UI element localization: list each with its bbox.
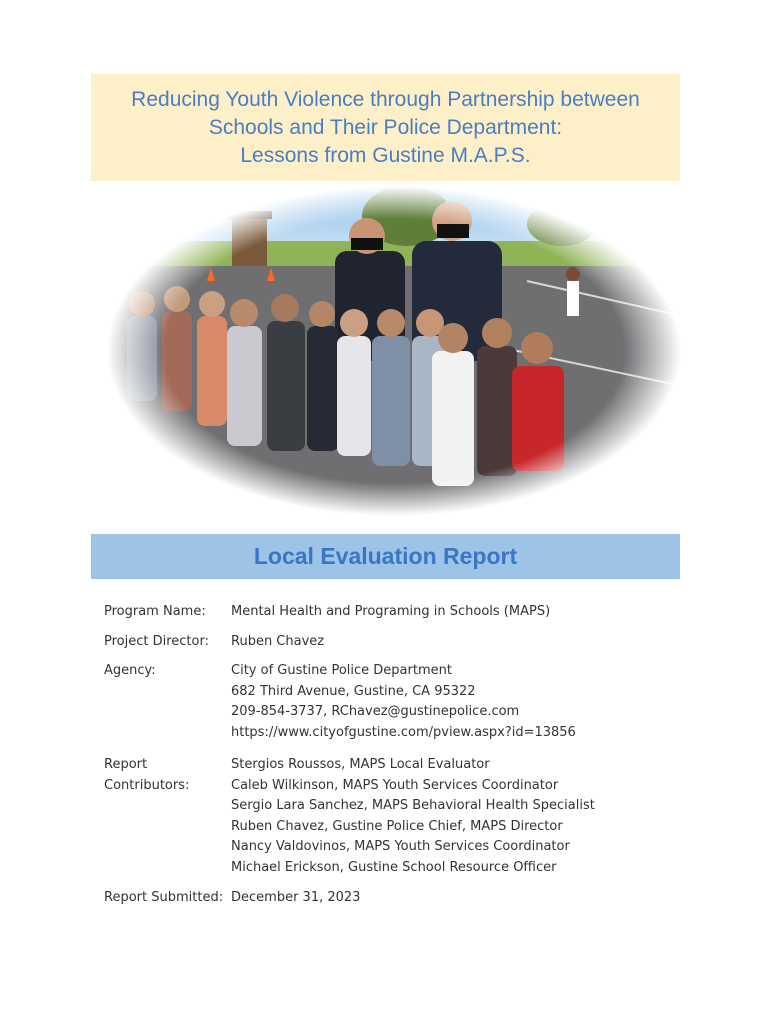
submitted-label: Report Submitted: (104, 890, 224, 905)
agency-label: Agency: (104, 663, 156, 678)
contributor-item: Caleb Wilkinson, MAPS Youth Services Coordinator (231, 777, 559, 793)
contributor-item: Sergio Lara Sanchez, MAPS Behavioral Health Specialist (231, 798, 595, 813)
agency-address: 682 Third Avenue, Gustine, CA 95322 (231, 683, 476, 699)
agency-name: City of Gustine Police Department (231, 663, 452, 678)
contributor-item: Stergios Roussos, MAPS Local Evaluator (231, 757, 490, 772)
project-director-value: Ruben Chavez (231, 633, 325, 649)
agency-contact: 209-854-3737, RChavez@gustinepolice.com (231, 704, 520, 719)
contributors-list (231, 755, 684, 878)
contributors-label-line-1: Report (104, 757, 148, 772)
title-line-2: Schools and Their Police Department: (208, 115, 563, 139)
report-info (104, 602, 684, 918)
title-line-1: Reducing Youth Violence through Partnership between (131, 87, 640, 111)
submitted-date: December 31, 2023 (231, 890, 361, 905)
contributor-item: Ruben Chavez, Gustine Police Chief, MAPS Director (231, 818, 563, 834)
contributor-item: Nancy Valdovinos, MAPS Youth Services Coordinator (231, 839, 570, 854)
report-title (91, 74, 680, 181)
report-heading-band (91, 534, 680, 579)
title-line-3: Lessons from Gustine M.A.P.S. (240, 143, 531, 167)
group-photo-icon (107, 186, 682, 516)
program-name-value: Mental Health and Programing in Schools (MAPS) (231, 604, 551, 619)
project-director-row (104, 632, 684, 653)
agency-url: https://www.cityofgustine.com/pview.aspx?id=13856 (231, 724, 576, 740)
cover-photo (107, 186, 682, 516)
report-heading: Local Evaluation Report (253, 543, 518, 569)
contributors-label (104, 755, 231, 878)
program-name-row (104, 602, 684, 623)
contributor-item: Michael Erickson, Gustine School Resource Officer (231, 859, 557, 875)
contributors-row (104, 755, 684, 878)
project-director-label: Project Director: (104, 633, 209, 649)
contributors-label-line-2: Contributors: (104, 777, 190, 793)
program-name-label: Program Name: (104, 604, 206, 619)
agency-row (104, 661, 684, 743)
submitted-row (104, 888, 684, 909)
agency-value (231, 661, 684, 743)
